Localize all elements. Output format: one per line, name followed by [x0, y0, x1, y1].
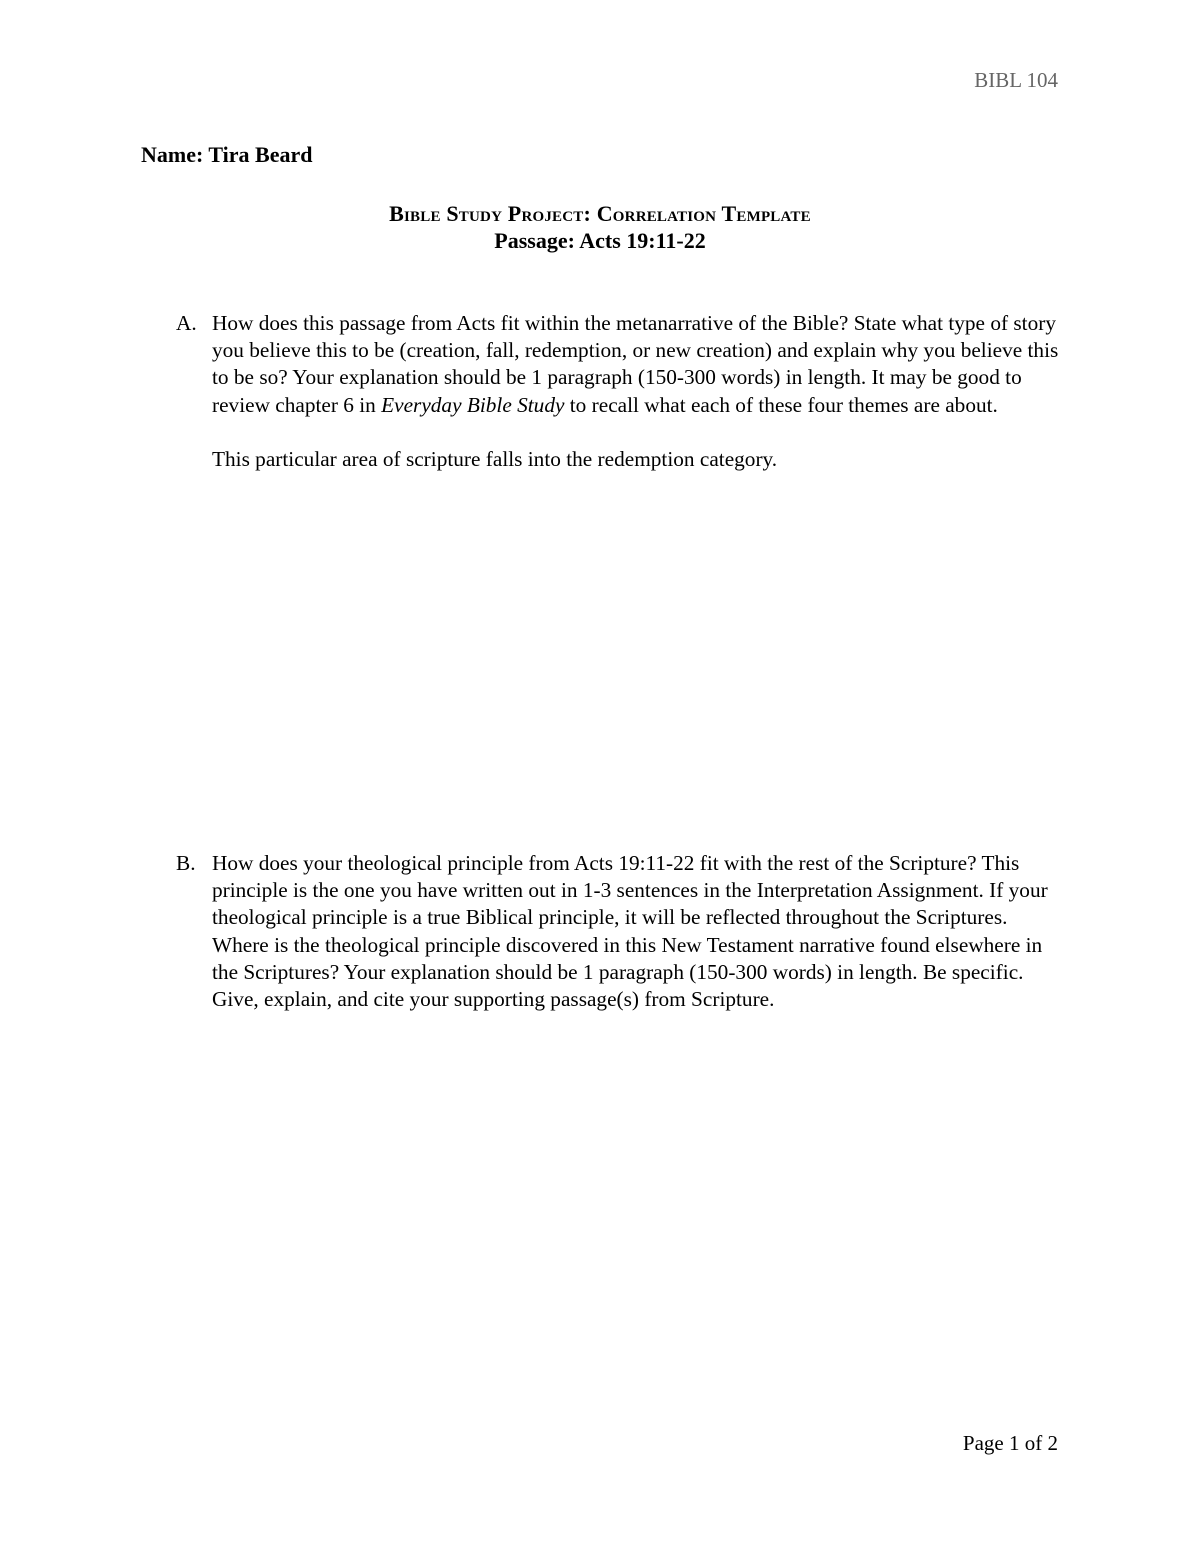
course-code-header: BIBL 104 [974, 68, 1058, 92]
page-number-footer: Page 1 of 2 [962, 1431, 1058, 1455]
question-b-body [212, 850, 1066, 1013]
book-title-italic: Everyday Bible Study [381, 392, 565, 417]
question-b-letter: B. [176, 851, 196, 875]
question-a [176, 310, 1066, 473]
question-a-text-part2: to recall what each of these four themes are about. [564, 392, 998, 417]
question-a-prompt [212, 310, 1066, 419]
question-a-text-part1: How does this passage from Acts fit within the metanarrative of the Bible? State what type of story you believe this to be (creation, fall, redemption, or new creation) and explain why you believe this to be so? Your explanation should be 1 paragraph (150-300 words) in length. It may be good to review chapter 6 in [212, 311, 1059, 417]
title-block [0, 200, 1200, 254]
passage-subtitle: Passage: Acts 19:11-22 [494, 228, 706, 253]
question-a-answer[interactable]: This particular area of scripture falls into the redemption category. [212, 446, 778, 471]
document-title: Bible Study Project: Correlation Template [389, 201, 811, 226]
question-b-prompt: How does your theological principle from Acts 19:11-22 fit with the rest of the Scripture? This principle is the one you have written out in 1-3 sentences in the Interpretation Assignment. If your theological principle is a true Biblical principle, it will be reflected throughout the Scriptures. Where is the theological principle discovered in this New Testament narrative found elsewhere in the Scriptures? Your explanation should be 1 paragraph (150-300 words) in length. Be specific. Give, explain, and cite your supporting passage(s) from Scripture. [212, 851, 1048, 1012]
question-b [176, 850, 1066, 1013]
question-a-body [212, 310, 1066, 473]
student-name-line: Name: Tira Beard [141, 142, 313, 167]
question-a-letter: A. [176, 311, 197, 335]
